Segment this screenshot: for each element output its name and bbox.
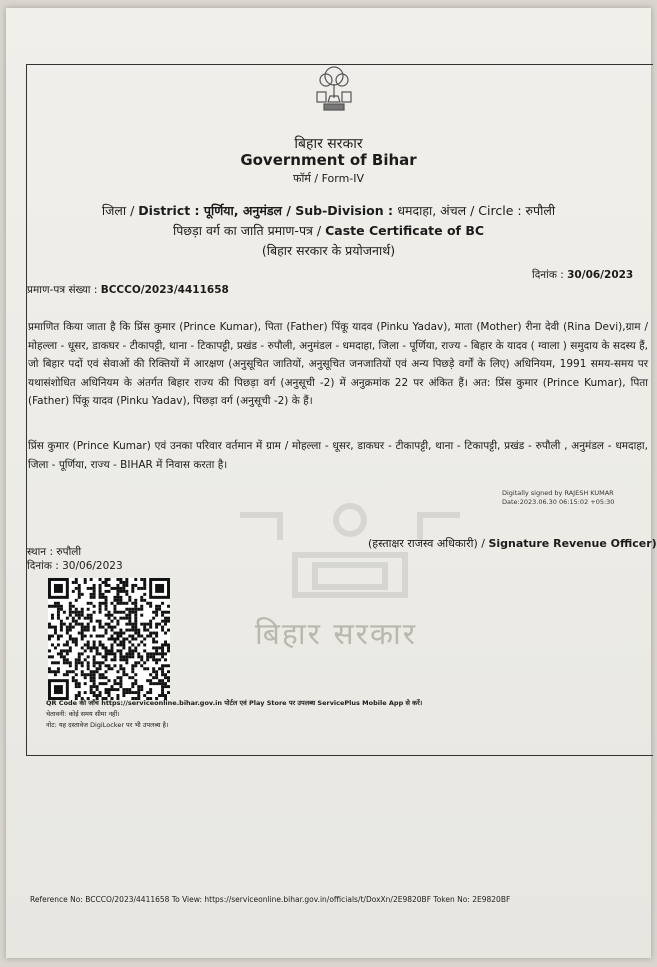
certificate-date-label: दिनांक :	[532, 269, 568, 281]
location-rest: धमदाहा, अंचल / Circle : रुपौली	[397, 203, 556, 218]
certificate-title-english: Caste Certificate of BC	[325, 223, 485, 238]
signature-officer	[368, 536, 657, 551]
issue-date: दिनांक : 30/06/2023	[27, 560, 123, 572]
certificate-purpose: (बिहार सरकार के प्रयोजनार्थ)	[261, 243, 396, 258]
reference-footer: Reference No: BCCCO/2023/4411658 To View: https://serviceonline.bihar.gov.in/officials/t/DoxXn/2E9820BF Token No: 2E9820BF	[30, 895, 511, 904]
location-start: जिला /	[101, 203, 139, 218]
certificate-number-value: BCCCO/2023/4411658	[100, 284, 229, 296]
certificate-date-value: 30/06/2023	[567, 269, 634, 281]
signature-officer-hindi: (हस्ताक्षर राजस्व अधिकारी) /	[368, 537, 489, 550]
signature-officer-english: Signature Revenue Officer)	[488, 537, 657, 550]
certificate-number	[27, 283, 229, 297]
location-line	[0, 202, 657, 219]
certificate-title	[0, 222, 657, 239]
state-title-hindi: बिहार सरकार	[294, 136, 363, 152]
certificate-date	[532, 268, 633, 282]
watermark-text: बिहार सरकार	[255, 617, 418, 652]
qr-note-verify: QR Code की जाँच https://serviceonline.bihar.gov.in पोर्टल एवं Play Store पर उपलब्ध ServicePlus Mobile App से करें।	[46, 699, 423, 707]
certificate-body-paragraph-1: प्रमाणित किया जाता है कि प्रिंस कुमार (Prince Kumar), पिता (Father) पिंकू यादव (Pinku Yadav), माता (Mother) रीना देवी (Rina Devi),ग्राम / मोहल्ला - धूसर, डाकघर - टीकापट्टी, थाना - टिकापट्टी, प्रखंड - रुपौली, अनुमंडल - धमदाहा, जिला - पूर्णिया, राज्य - बिहार के यादव ( ग्वाला ) समुदाय के सदस्य हैं, जो बिहार पदों एवं सेवाओं की रिक्तियों में आरक्षण (अनुसूचित जातियों, अनुसूचित जनजातियों एवं अन्य पिछड़े वर्गों के लिए) अधिनियम, 1991 समय-समय पर यथासंशोधित अधिनियम के अंतर्गत बिहार राज्य की पिछड़ा वर्ग (अनुसूची -2) में अनुक्रमांक 22 पर अंकित हैं। अत: प्रिंस कुमार (Prince Kumar), पिता (Father) पिंकू यादव (Pinku Yadav), पिछड़ा वर्ग (अनुसूची -2) के हैं।	[28, 321, 648, 407]
digital-signature-signer: Digitally signed by RAJESH KUMAR	[502, 489, 614, 497]
qr-note-digilocker: नोट: यह दस्तावेज DigiLocker पर भी उपलब्ध है।	[46, 721, 169, 729]
form-title: फॉर्म / Form-IV	[292, 172, 365, 185]
bihar-bodhi-tree-emblem-icon	[310, 62, 358, 112]
state-title-english: Government of Bihar	[240, 151, 417, 169]
certificate-title-hindi: पिछड़ा वर्ग का जाति प्रमाण-पत्र /	[172, 223, 326, 238]
qr-note-warning: चेतावनी: कोई समय सीमा नहीं।	[46, 710, 120, 718]
issue-place: स्थान : रुपौली	[27, 546, 82, 558]
qr-code-icon[interactable]	[48, 578, 170, 700]
location-district: District : पूर्णिया, अनुमंडल / Sub-Division :	[138, 203, 398, 218]
certificate-body-paragraph-2: प्रिंस कुमार (Prince Kumar) एवं उनका परिवार वर्तमान में ग्राम / मोहल्ला - धूसर, डाकघर - टीकापट्टी, थाना - टिकापट्टी, प्रखंड - रुपौली , अनुमंडल - धमदाहा, जिला - पूर्णिया, राज्य - BIHAR में निवास करता है।	[28, 440, 648, 471]
certificate-number-label: प्रमाण-पत्र संख्या :	[27, 284, 101, 296]
digital-signature-date: Date:2023.06.30 06:15:02 +05:30	[502, 498, 615, 506]
digital-signature	[502, 489, 614, 507]
